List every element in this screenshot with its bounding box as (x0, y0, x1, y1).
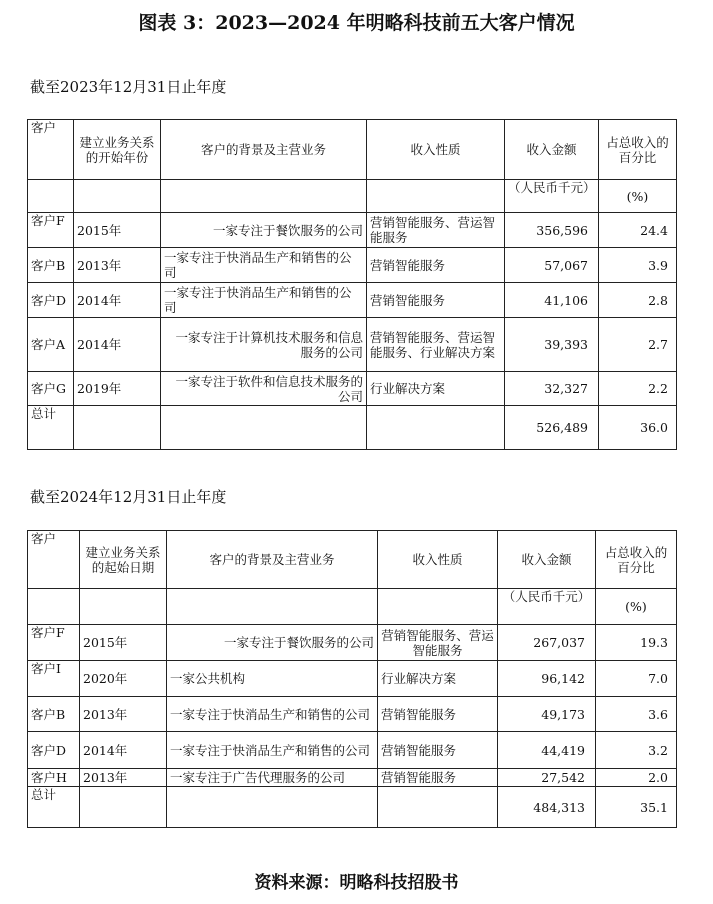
cell-background: 一家专注于快消品生产和销售的公司 (167, 697, 378, 732)
cell-income: 营销智能服务、营运智能服务 (378, 625, 498, 661)
unit-amount: （人民币千元） (498, 589, 596, 625)
cell-amount: 41,106 (505, 283, 599, 318)
source-note: 资料来源：明略科技招股书 (254, 873, 459, 893)
unit-row (28, 589, 677, 625)
cell-customer: 客户H (28, 769, 80, 787)
cell-year: 2013年 (74, 248, 161, 283)
cell-background: 一家专注于计算机技术服务和信息服务的公司 (161, 318, 367, 372)
cell-income: 营销智能服务 (378, 769, 498, 787)
cell-amount: 96,142 (498, 661, 596, 697)
cell-year: 2014年 (74, 318, 161, 372)
cell-year: 2015年 (74, 213, 161, 248)
header-customer: 客户 (28, 531, 80, 589)
cell-amount: 49,173 (498, 697, 596, 732)
cell-customer: 客户D (28, 283, 74, 318)
cell-customer: 客户F (28, 625, 80, 661)
cell-amount: 267,037 (498, 625, 596, 661)
cell-income: 营销智能服务、营运智能服务、行业解决方案 (367, 318, 505, 372)
cell-share: 2.0 (596, 769, 677, 787)
cell-amount: 27,542 (498, 769, 596, 787)
total-amount: 484,313 (498, 787, 596, 828)
total-label: 总计 (28, 787, 80, 828)
cell-customer: 客户D (28, 732, 80, 769)
unit-amount: （人民币千元） (505, 180, 599, 213)
subtitle-2023: 截至2023年12月31日止年度 (30, 78, 227, 96)
header-customer: 客户 (28, 120, 74, 180)
cell-share: 7.0 (596, 661, 677, 697)
total-share: 36.0 (599, 406, 677, 450)
table-row (28, 372, 677, 406)
total-label: 总计 (28, 406, 74, 450)
cell-share: 3.9 (599, 248, 677, 283)
cell-background: 一家专注于快消品生产和销售的公司 (161, 283, 367, 318)
cell-share: 3.2 (596, 732, 677, 769)
cell-income: 行业解决方案 (378, 661, 498, 697)
cell-year: 2015年 (80, 625, 167, 661)
cell-amount: 32,327 (505, 372, 599, 406)
header-amount: 收入金额 (505, 120, 599, 180)
cell-background: 一家公共机构 (167, 661, 378, 697)
cell-share: 24.4 (599, 213, 677, 248)
header-share: 占总收入的百分比 (596, 531, 677, 589)
cell-year: 2019年 (74, 372, 161, 406)
header-amount: 收入金额 (498, 531, 596, 589)
cell-income: 营销智能服务 (367, 248, 505, 283)
cell-customer: 客户B (28, 248, 74, 283)
cell-customer: 客户G (28, 372, 74, 406)
cell-year: 2020年 (80, 661, 167, 697)
cell-customer: 客户I (28, 661, 80, 697)
cell-background: 一家专注于餐饮服务的公司 (161, 213, 367, 248)
cell-background: 一家专注于软件和信息技术服务的公司 (161, 372, 367, 406)
cell-year: 2014年 (80, 732, 167, 769)
cell-customer: 客户A (28, 318, 74, 372)
cell-year: 2013年 (80, 769, 167, 787)
cell-amount: 356,596 (505, 213, 599, 248)
cell-share: 2.8 (599, 283, 677, 318)
table-row (28, 769, 677, 787)
cell-income: 营销智能服务 (378, 697, 498, 732)
cell-share: 19.3 (596, 625, 677, 661)
cell-income: 营销智能服务、营运智能服务 (367, 213, 505, 248)
cell-share: 3.6 (596, 697, 677, 732)
unit-share: (%) (596, 589, 677, 625)
header-background: 客户的背景及主营业务 (161, 120, 367, 180)
header-background: 客户的背景及主营业务 (167, 531, 378, 589)
unit-row (28, 180, 677, 213)
header-income-type: 收入性质 (378, 531, 498, 589)
cell-amount: 44,419 (498, 732, 596, 769)
unit-share: (%) (599, 180, 677, 213)
table-row (28, 248, 677, 283)
cell-share: 2.7 (599, 318, 677, 372)
table-row (28, 283, 677, 318)
figure-title: 图表 3：2023—2024 年明略科技前五大客户情况 (138, 12, 575, 34)
cell-year: 2013年 (80, 697, 167, 732)
header-row (28, 120, 677, 180)
cell-background: 一家专注于快消品生产和销售的公司 (161, 248, 367, 283)
cell-amount: 39,393 (505, 318, 599, 372)
header-start-year: 建立业务关系的开始年份 (74, 120, 161, 180)
cell-customer: 客户F (28, 213, 74, 248)
header-row (28, 531, 677, 589)
table-row (28, 625, 677, 661)
cell-amount: 57,067 (505, 248, 599, 283)
cell-background: 一家专注于餐饮服务的公司 (167, 625, 378, 661)
cell-background: 一家专注于快消品生产和销售的公司 (167, 732, 378, 769)
cell-share: 2.2 (599, 372, 677, 406)
cell-income: 营销智能服务 (367, 283, 505, 318)
total-row (28, 406, 677, 450)
table-row (28, 213, 677, 248)
cell-background: 一家专注于广告代理服务的公司 (167, 769, 378, 787)
cell-year: 2014年 (74, 283, 161, 318)
total-row (28, 787, 677, 828)
table-row (28, 318, 677, 372)
subtitle-2024: 截至2024年12月31日止年度 (30, 488, 227, 506)
table-2023 (27, 119, 677, 450)
cell-income: 营销智能服务 (378, 732, 498, 769)
table-2024 (27, 530, 677, 828)
header-income-type: 收入性质 (367, 120, 505, 180)
table-row (28, 661, 677, 697)
header-start-date: 建立业务关系的起始日期 (80, 531, 167, 589)
cell-customer: 客户B (28, 697, 80, 732)
total-amount: 526,489 (505, 406, 599, 450)
total-share: 35.1 (596, 787, 677, 828)
table-row (28, 697, 677, 732)
cell-income: 行业解决方案 (367, 372, 505, 406)
header-share: 占总收入的百分比 (599, 120, 677, 180)
table-row (28, 732, 677, 769)
